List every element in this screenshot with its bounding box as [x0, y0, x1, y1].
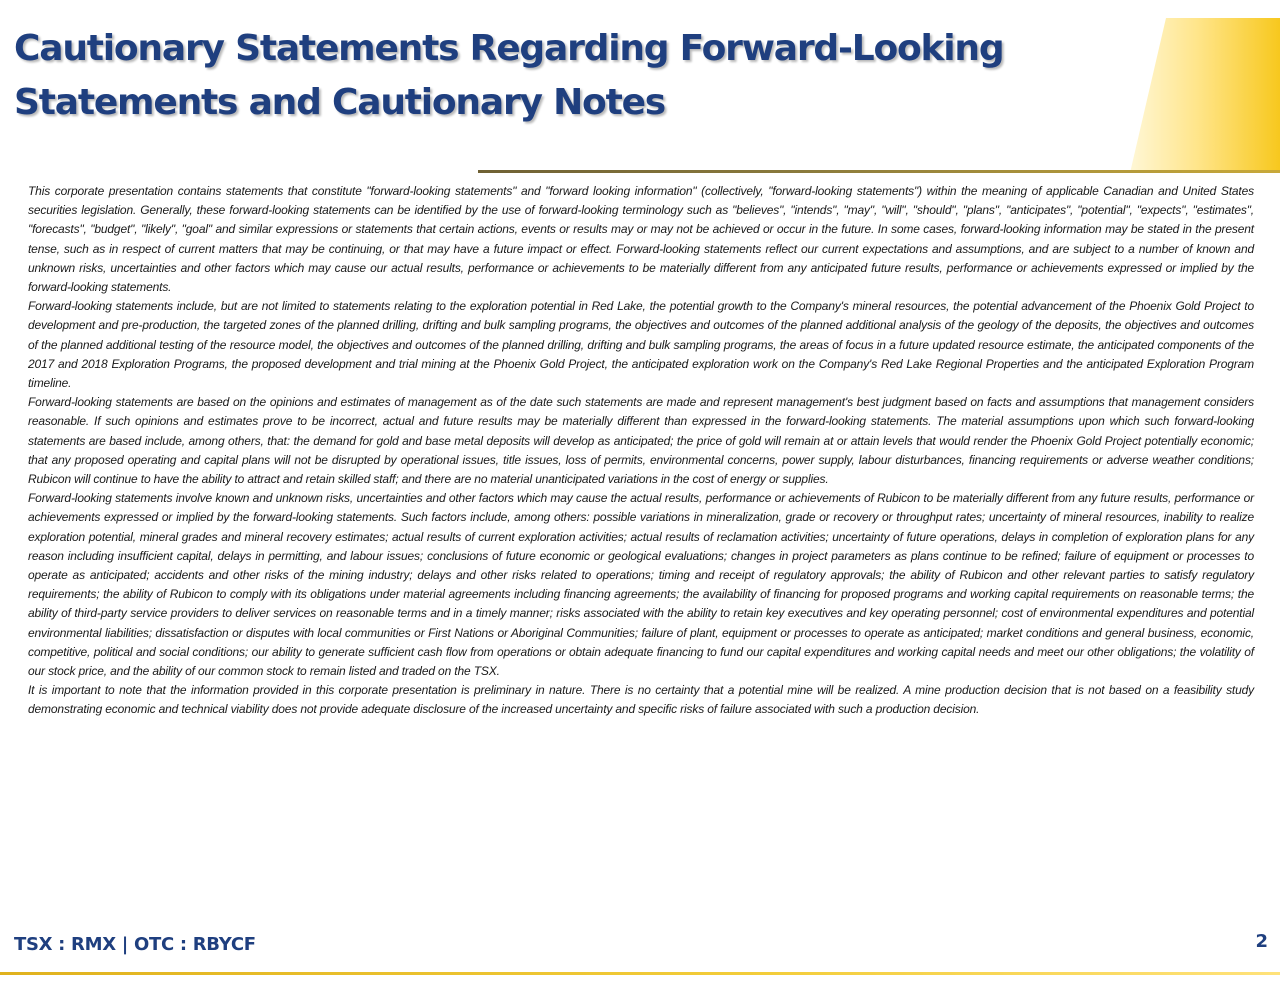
paragraph-assumptions: Forward-looking statements are based on the opinions and estimates of management as of the date such statements are made and represent management's best judgment based on facts and assumptions that management considers reasonable. If such opinions and estimates prove to be incorrect, actual and future results may be materially different than expressed in the forward-looking statements. The material assumptions upon which such forward-looking statements are based include, among others, that: the demand for gold and base metal deposits will develop as anticipated; the price of gold will remain at or attain levels that would render the Phoenix Gold Project potentially economic; that any proposed operating and capital plans will not be disrupted by operational issues, title issues, loss of permits, environmental concerns, power supply, labour disturbances, financing requirements or adverse weather conditions; Rubicon will continue to have the ability to attract and retain skilled staff; and there are no material unanticipated variations in the cost of energy or supplies. — [28, 395, 1254, 487]
paragraph-preliminary-notice: It is important to note that the information provided in this corporate presentation is preliminary in nature. There is no certainty that a potential mine will be realized. A mine production decision that is not based on a feasibility study demonstrating economic and technical viability does not provide adequate disclosure of the increased uncertainty and specific risks of failure associated with such a production decision. — [28, 683, 1254, 717]
slide-title-line-2: Statements and Cautionary Notes — [14, 82, 666, 123]
stock-ticker: TSX : RMX | OTC : RBYCF — [14, 934, 256, 955]
paragraph-intro: This corporate presentation contains statements that constitute "forward-looking statements" and "forward looking information" (collectively, "forward-looking statements") within the meaning of applicable Canadian and United States securities legislation. Generally, these forward-looking statements can be identified by the use of forward-looking terminology such as "believes", "intends", "may", "will", "should", "plans", "anticipates", "potential", "expects", "estimates", "forecasts", "budget", "likely", "goal" and similar expressions or statements that certain actions, events or results may or may not be achieved or occur in the future. In some cases, forward-looking information may be stated in the present tense, such as in respect of current matters that may be continuing, or that may have a future impact or effect. Forward-looking statements reflect our current expectations and assumptions, and are subject to a number of known and unknown risks, uncertainties and other factors which may cause our actual results, performance or achievements to be materially different from any anticipated future results, performance or achievements expressed or implied by the forward-looking statements. — [28, 184, 1254, 295]
page-number: 2 — [1255, 931, 1268, 952]
gold-corner-decoration — [1130, 18, 1280, 173]
gold-corner-cut — [1130, 18, 1166, 173]
slide-title — [14, 22, 1094, 130]
disclaimer-body — [28, 182, 1254, 720]
paragraph-risks: Forward-looking statements involve known and unknown risks, uncertainties and other factors which may cause the actual results, performance or achievements of Rubicon to be materially different from any future results, performance or achievements expressed or implied by the forward-looking statements. Such factors include, among others: possible variations in mineralization, grade or recovery or throughput rates; uncertainty of mineral resources, inability to realize exploration potential, mineral grades and mineral recovery estimates; actual results of current exploration activities; actual results of reclamation activities; uncertainty of future operations, delays in completion of exploration plans for any reason including insufficient capital, delays in permitting, and labour issues; conclusions of future economic or geological evaluations; changes in project parameters as plans continue to be refined; failure of equipment or processes to operate as anticipated; accidents and other risks of the mining industry; delays and other risks related to operations; timing and receipt of regulatory approvals; the ability of Rubicon and other relevant parties to satisfy regulatory requirements; the ability of Rubicon to comply with its obligations under material agreements including financing agreements; the availability of financing for proposed programs and working capital requirements on reasonable terms; the ability of third-party service providers to deliver services on reasonable terms and in a timely manner; risks associated with the ability to retain key executives and key operating personnel; cost of environmental expenditures and potential environmental liabilities; dissatisfaction or disputes with local communities or First Nations or Aboriginal Communities; failure of plant, equipment or processes to operate as anticipated; market conditions and general business, economic, competitive, political and social conditions; our ability to generate sufficient cash flow from operations or obtain adequate financing to fund our capital expenditures and working capital needs and meet our other obligations; the volatility of our stock price, and the ability of our common stock to remain listed and traded on the TSX. — [28, 491, 1254, 679]
title-divider — [478, 170, 1280, 173]
paragraph-forward-looking-include: Forward-looking statements include, but are not limited to statements relating to the exploration potential in Red Lake, the potential growth to the Company's mineral resources, the potential advancement of the Phoenix Gold Project to development and pre-production, the targeted zones of the planned drilling, drifting and bulk sampling programs, the objectives and outcomes of the planned additional analysis of the geology of the deposits, the objectives and outcomes of the planned additional testing of the resource model, the objectives and outcomes of the planned drilling, drifting and bulk sampling programs, the areas of focus in a future updated resource estimate, the anticipated components of the 2017 and 2018 Exploration Programs, the proposed development and trial mining at the Phoenix Gold Project, the anticipated exploration work on the Company's Red Lake Regional Properties and the anticipated Exploration Program timeline. — [28, 299, 1254, 391]
slide-title-line-1: Cautionary Statements Regarding Forward-Looking — [14, 28, 1004, 69]
footer-gold-bar — [0, 972, 1280, 975]
